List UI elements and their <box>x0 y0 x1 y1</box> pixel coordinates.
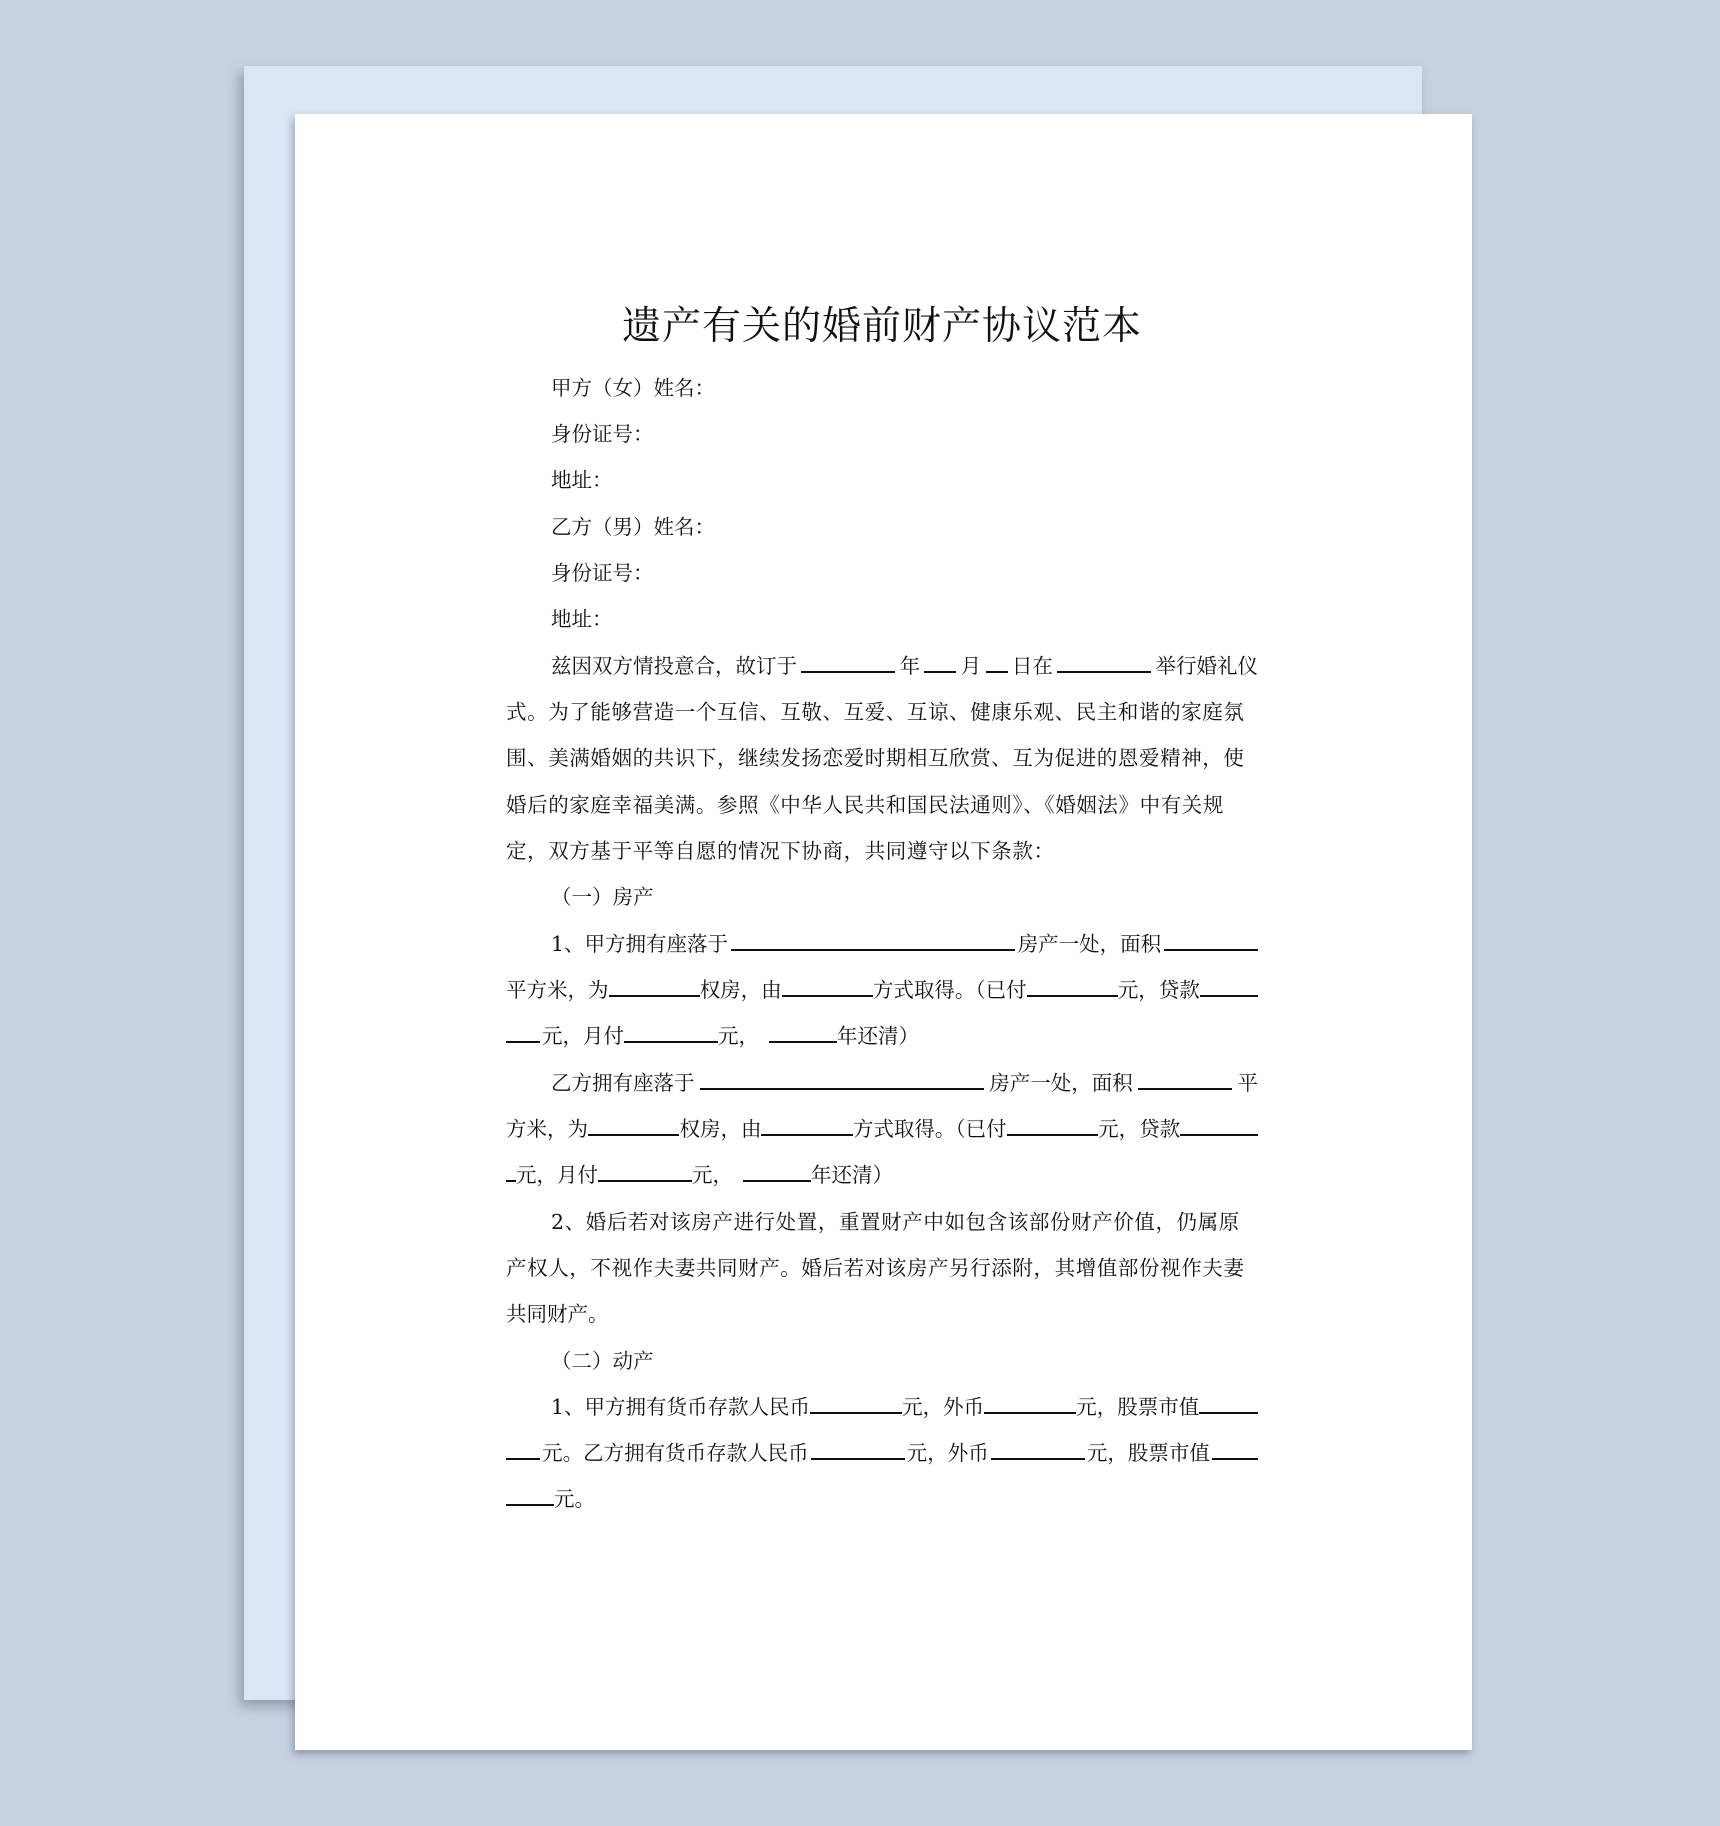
party-b-monthly-payment-blank[interactable] <box>598 1160 692 1182</box>
party-a-acquisition-method-blank[interactable] <box>782 975 873 997</box>
wedding-location-blank[interactable] <box>1057 651 1151 673</box>
property-disposal-line-2: 产权人，不视作夫妻共同财产。婚后若对该房产另行添附，其增值部份视作夫妻 <box>506 1256 1245 1280</box>
party-a-rmb-deposit-blank[interactable] <box>810 1392 902 1414</box>
party-a-foreign-currency-blank[interactable] <box>984 1392 1076 1414</box>
wedding-day-blank[interactable] <box>986 651 1008 673</box>
party-a-stock-value-blank[interactable] <box>1199 1392 1258 1414</box>
preamble-line-2: 式。为了能够营造一个互信、互敬、互爱、互谅、健康乐观、民主和谐的家庭氛 <box>506 700 1245 724</box>
party-a-property-line-3: 元，月付 元， 年还清） <box>506 1021 1258 1051</box>
movable-property-line-1: 1、甲方拥有货币存款人民币 元，外币 元，股票市值 <box>506 1392 1258 1422</box>
party-b-name-label: 乙方（男）姓名： <box>551 515 715 539</box>
wedding-year-blank[interactable] <box>801 651 895 673</box>
party-a-loan-amount-blank-cont[interactable] <box>506 1021 540 1043</box>
property-disposal-line-1: 2、婚后若对该房产进行处置，重置财产中如包含该部份财产价值，仍属原 <box>551 1210 1240 1234</box>
party-b-loan-amount-blank-cont[interactable] <box>506 1160 516 1182</box>
party-a-monthly-payment-blank[interactable] <box>624 1021 718 1043</box>
preamble-line-3: 围、美满婚姻的共识下，继续发扬恋爱时期相互欣赏、互为促进的恩爱精神，使 <box>506 746 1245 770</box>
party-b-address-label: 地址： <box>551 607 613 631</box>
party-a-property-line-2: 平方米，为 权房，由 方式取得。（已付 元，贷款 <box>506 975 1258 1005</box>
document-title: 遗产有关的婚前财产协议范本 <box>621 304 1142 349</box>
party-a-property-line-1: 1、甲方拥有座落于 房产一处，面积 <box>506 929 1258 959</box>
party-a-property-location-blank[interactable] <box>731 929 1015 951</box>
section-2-heading: （二）动产 <box>551 1349 654 1373</box>
movable-property-line-2: 元。乙方拥有货币存款人民币 元，外币 元，股票市值 <box>506 1438 1258 1468</box>
property-disposal-line-3: 共同财产。 <box>506 1302 609 1326</box>
party-b-property-line-3: 元，月付 元， 年还清） <box>506 1160 1258 1190</box>
party-a-stock-value-blank-cont[interactable] <box>506 1438 540 1460</box>
party-a-paid-amount-blank[interactable] <box>1027 975 1118 997</box>
party-a-property-area-blank[interactable] <box>1164 929 1258 951</box>
party-b-repayment-years-blank[interactable] <box>743 1160 811 1182</box>
wedding-month-blank[interactable] <box>924 651 956 673</box>
party-a-address-label: 地址： <box>551 468 613 492</box>
party-b-property-area-blank[interactable] <box>1138 1068 1232 1090</box>
party-a-name-label: 甲方（女）姓名： <box>551 376 715 400</box>
preamble-line-1: 兹因双方情投意合，故订于 年 月 日在 举行婚礼仪 <box>506 651 1258 681</box>
party-b-rmb-deposit-blank[interactable] <box>811 1438 905 1460</box>
party-b-paid-amount-blank[interactable] <box>1007 1114 1098 1136</box>
movable-property-line-3: 元。 <box>506 1484 1258 1514</box>
party-b-id-label: 身份证号： <box>551 561 654 585</box>
party-b-loan-amount-blank[interactable] <box>1180 1114 1258 1136</box>
party-b-acquisition-method-blank[interactable] <box>761 1114 852 1136</box>
party-b-foreign-currency-blank[interactable] <box>991 1438 1085 1460</box>
party-b-property-line-2: 方米，为 权房，由 方式取得。（已付 元，贷款 <box>506 1114 1258 1144</box>
party-a-repayment-years-blank[interactable] <box>769 1021 837 1043</box>
party-a-loan-amount-blank[interactable] <box>1200 975 1258 997</box>
section-1-heading: （一）房产 <box>551 885 654 909</box>
preamble-line-5: 定，双方基于平等自愿的情况下协商，共同遵守以下条款： <box>506 839 1055 863</box>
party-b-property-line-1: 乙方拥有座落于 房产一处，面积 平 <box>506 1068 1258 1098</box>
party-b-stock-value-blank-cont[interactable] <box>506 1484 554 1506</box>
party-b-property-location-blank[interactable] <box>700 1068 984 1090</box>
party-a-ownership-type-blank[interactable] <box>609 975 700 997</box>
party-b-ownership-type-blank[interactable] <box>588 1114 679 1136</box>
party-b-stock-value-blank[interactable] <box>1212 1438 1258 1460</box>
preamble-line-4: 婚后的家庭幸福美满。参照《中华人民共和国民法通则》、《婚姻法》中有关规 <box>506 793 1224 817</box>
party-a-id-label: 身份证号： <box>551 422 654 446</box>
